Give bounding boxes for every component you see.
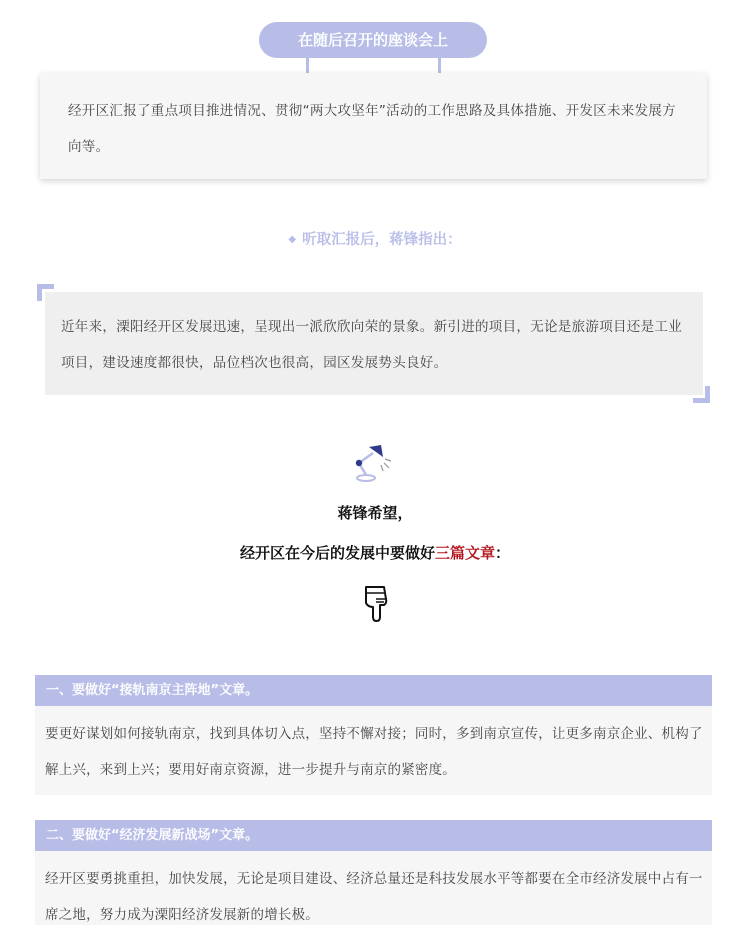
banner-title: 在随后召开的座谈会上 bbox=[259, 22, 487, 58]
section-1-heading-text: 一、要做好“接轨南京主阵地”文章。 bbox=[46, 683, 259, 698]
corner-bracket-bottom-right-v bbox=[705, 386, 710, 403]
hope-line-2-prefix: 经开区在今后的发展中要做好 bbox=[239, 544, 435, 562]
hope-line-2-suffix: ： bbox=[495, 544, 511, 562]
section-1-text: 要更好谋划如何接轨南京，找到具体切入点，坚持不懈对接；同时，多到南京宣传，让更多南京企业、机构了解上兴，来到上兴；要用好南京资源，进一步提升与南京的紧密度。 bbox=[45, 726, 703, 778]
banner-stem-left bbox=[306, 56, 309, 73]
hope-line-2 bbox=[0, 542, 750, 563]
section-2-heading bbox=[35, 820, 712, 851]
section-2-text: 经开区要勇挑重担，加快发展，无论是项目建设、经济总量还是科技发展水平等都要在全市经济发展中占有一席之地，努力成为溧阳经济发展新的增长极。 bbox=[45, 871, 703, 923]
banner-stem-right bbox=[438, 56, 441, 73]
section-1-body bbox=[35, 706, 712, 795]
subheading-text: 听取汇报后，蒋锋指出： bbox=[302, 232, 462, 248]
desk-lamp-icon bbox=[351, 441, 395, 485]
section-1-heading bbox=[35, 675, 712, 706]
subheading bbox=[0, 228, 750, 249]
report-text: 经开区汇报了重点项目推进情况、贯彻“两大攻坚年”活动的工作思路及具体措施、开发区未来发展方向等。 bbox=[68, 103, 676, 155]
quote-text: 近年来，溧阳经开区发展迅速，呈现出一派欣欣向荣的景象。新引进的项目，无论是旅游项目还是工业项目，建设速度都很快，品位档次也很高，园区发展势头良好。 bbox=[61, 319, 682, 371]
section-2-body bbox=[35, 851, 712, 925]
diamond-icon: ◆ bbox=[288, 234, 297, 245]
corner-bracket-top-left-v bbox=[37, 284, 42, 301]
hope-line-2-highlight: 三篇文章 bbox=[434, 544, 495, 562]
hope-line-1: 蒋锋希望， bbox=[337, 504, 413, 522]
quote-card bbox=[45, 292, 703, 395]
section-2-heading-text: 二、要做好“经济发展新战场”文章。 bbox=[46, 828, 259, 843]
report-card bbox=[40, 73, 707, 179]
pointing-down-hand-icon bbox=[358, 583, 392, 623]
